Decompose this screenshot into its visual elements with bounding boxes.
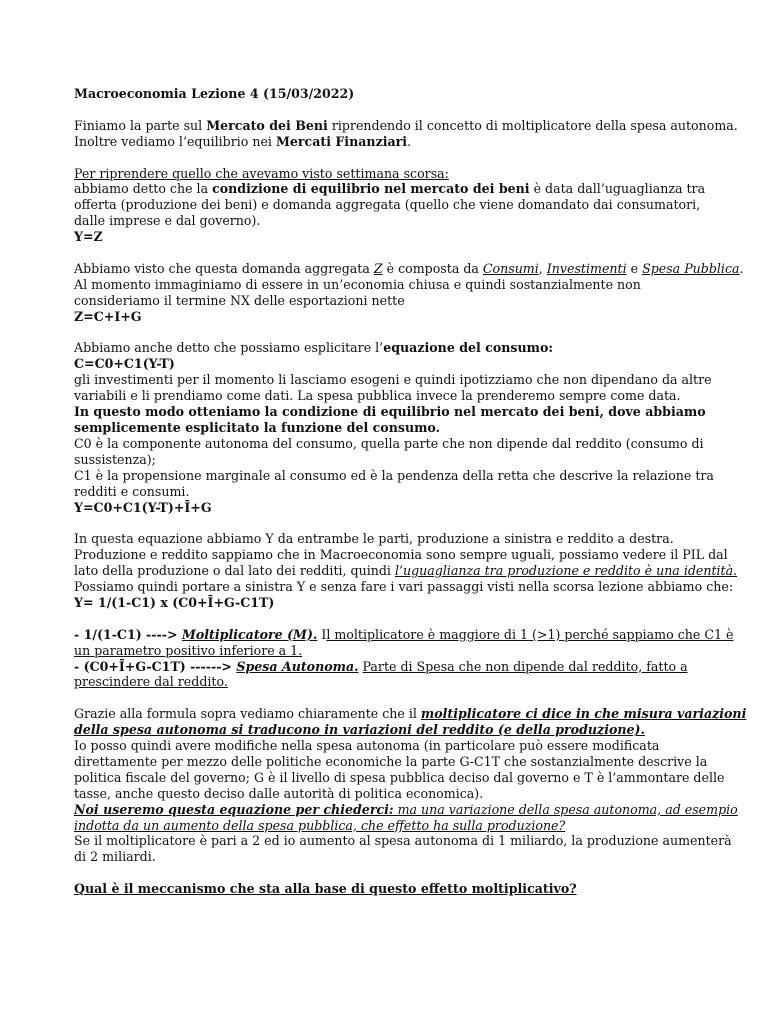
spacer (74, 515, 704, 531)
text-line: Finiamo la parte sul Mercato dei Beni riprendendo il concetto di moltiplicatore della spesa autonoma. (74, 117, 738, 133)
text-line: semplicemente esplicitato la funzione del consumo. (74, 419, 440, 435)
text-line: direttamente per mezzo delle politiche economiche la parte G-C1T che sostanzialmente descrive la (74, 753, 708, 769)
text-line: della spesa autonoma si traducono in variazioni del reddito (e della produzione). (74, 722, 645, 738)
text-line: abbiamo detto che la condizione di equilibrio nel mercato dei beni è data dall’uguaglianza tra (74, 181, 706, 197)
text-line: C0 è la componente autonoma del consumo, quella parte che non dipende dal reddito (consumo di (74, 435, 704, 451)
spacer (74, 325, 704, 341)
paragraph-intro (74, 117, 738, 150)
text-line: redditi e consumi. (74, 483, 190, 499)
document-body (74, 86, 747, 897)
closing-question: Qual è il meccanismo che sta alla base di questo effetto moltiplicativo? (74, 881, 577, 897)
text-line: Grazie alla formula sopra vediamo chiaramente che il moltiplicatore ci dice in che misura variazioni (74, 706, 747, 722)
paragraph-identity (74, 531, 738, 611)
text-line: sussistenza); (74, 451, 156, 467)
text-line: offerta (produzione dei beni) e domanda aggregata (quello che viene domandato dai consumatori, (74, 197, 701, 213)
text-line: gli investimenti per il momento li lasciamo esogeni e quindi ipotizziamo che non dipendano da altre (74, 372, 712, 388)
equation: Y=C0+C1(Y-T)+Ī+G (74, 499, 212, 515)
text-line: Abbiamo anche detto che possiamo esplicitare l’equazione del consumo: (74, 340, 554, 356)
text-line: Inoltre vediamo l’equilibrio nei Mercati Finanziari. (74, 133, 412, 149)
equation: C=C0+C1(Y-T) (74, 356, 175, 372)
equation: Y= 1/(1-C1) x (C0+Ī+G-C1T) (74, 594, 275, 610)
text-line: Io posso quindi avere modifiche nella spesa autonoma (in particolare può essere modificata (74, 738, 660, 754)
spacer (74, 245, 704, 261)
text-line: variabili e li prendiamo come dati. La spesa pubblica invece la prenderemo sempre come data. (74, 388, 681, 404)
text-line: In questa equazione abbiamo Y da entrambe le parti, produzione a sinistra e reddito a destra. (74, 531, 674, 547)
text-line: indotta da un aumento della spesa pubblica, che effetto ha sulla produzione? (74, 817, 566, 833)
text-line: un parametro positivo inferiore a 1. (74, 642, 303, 658)
spacer (74, 102, 704, 118)
spacer (74, 611, 704, 627)
text-line: Al momento immaginiamo di essere in un’economia chiusa e quindi sostanzialmente non (74, 276, 641, 292)
text-line: Se il moltiplicatore è pari a 2 ed io aumento al spesa autonoma di 1 miliardo, la produzione aumenterà (74, 833, 732, 849)
text-line: prescindere dal reddito. (74, 674, 228, 690)
paragraph-multiplier (74, 626, 734, 691)
text-line: C1 è la propensione marginale al consumo ed è la pendenza della retta che descrive la relazione tra (74, 467, 714, 483)
paragraph-formula-meaning (74, 706, 747, 865)
text-line: Abbiamo visto che questa domanda aggregata Z è composta da Consumi, Investimenti e Spesa Pubblica. (74, 260, 744, 276)
text-line: lato della produzione o dal lato dei redditi, quindi l’uguaglianza tra produzione e reddito è una identità. (74, 563, 738, 579)
text-line: - (C0+Ī+G-C1T) ------> Spesa Autonoma. Parte di Spesa che non dipende dal reddito, fatto a (74, 658, 688, 674)
text-line: tasse, anche questo deciso dalle autorità di politica economica). (74, 785, 484, 801)
text-line: di 2 miliardi. (74, 849, 156, 865)
text-line: Noi useremo questa equazione per chiederci: ma una variazione della spesa autonoma, ad esempio (74, 801, 738, 817)
text-line: In questo modo otteniamo la condizione di equilibrio nel mercato dei beni, dove abbiamo (74, 404, 706, 420)
paragraph-consumption (74, 340, 714, 515)
document-title: Macroeconomia Lezione 4 (15/03/2022) (74, 86, 355, 101)
equation: Z=C+I+G (74, 308, 142, 324)
text-line: dalle imprese e dal governo). (74, 213, 261, 229)
paragraph-recap (74, 166, 704, 246)
text-line: Produzione e reddito sappiamo che in Macroeconomia sono sempre uguali, possiamo vedere il PIL dal (74, 547, 728, 563)
text-line: Per riprendere quello che avevamo visto settimana scorsa: (74, 165, 449, 181)
text-line: - 1/(1-C1) ----> Moltiplicatore (M). Il moltiplicatore è maggiore di 1 (>1) perché sappiamo che C1 è (74, 626, 734, 642)
spacer (74, 865, 704, 881)
text-line: politica fiscale del governo; G è il livello di spesa pubblica deciso dal governo e T è l’ammontare delle (74, 769, 725, 785)
paragraph-aggregate-demand (74, 260, 744, 325)
text-line: Possiamo quindi portare a sinistra Y e senza fare i vari passaggi visti nella scorsa lezione abbiamo che: (74, 579, 734, 595)
equation: Y=Z (74, 229, 103, 245)
text-line: consideriamo il termine NX delle esportazioni nette (74, 292, 405, 308)
spacer (74, 690, 704, 706)
spacer (74, 150, 704, 166)
